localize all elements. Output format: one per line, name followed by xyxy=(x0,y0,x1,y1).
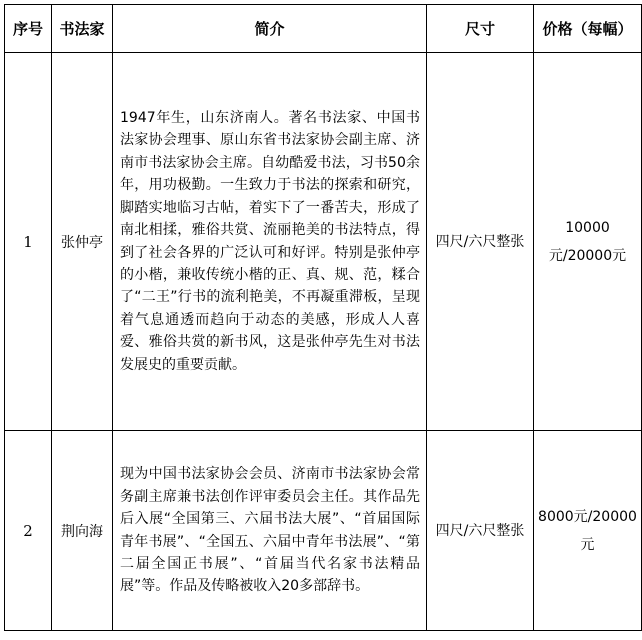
table-row xyxy=(5,431,642,631)
artist-name: 荆向海 xyxy=(52,431,113,631)
artwork-price: 10000元/20000元 xyxy=(534,53,642,431)
row-number: 2 xyxy=(5,431,52,631)
artwork-size: 四尺/六尺整张 xyxy=(427,431,534,631)
artist-name: 张仲亭 xyxy=(52,53,113,431)
artwork-price: 8000元/20000元 xyxy=(534,431,642,631)
artist-intro: 现为中国书法家协会会员、济南市书法家协会常务副主席兼书法创作评审委员会主任。其作品先后入展“全国第三、六届书法大展”、“首届国际青年书展”、“全国五、六届中青年书法展”、“第二届全国正书展”、“首届当代名家书法精品展”等。作品及传略被收入20多部辞书。 xyxy=(113,431,427,631)
row-number: 1 xyxy=(5,53,52,431)
header-size: 尺寸 xyxy=(427,5,534,53)
header-price: 价格（每幅） xyxy=(534,5,642,53)
artist-price-table xyxy=(4,4,642,631)
header-intro: 简介 xyxy=(113,5,427,53)
table-row xyxy=(5,53,642,431)
header-row xyxy=(5,5,642,53)
header-no: 序号 xyxy=(5,5,52,53)
header-name: 书法家 xyxy=(52,5,113,53)
artwork-size: 四尺/六尺整张 xyxy=(427,53,534,431)
artist-intro: 1947年生，山东济南人。著名书法家、中国书法家协会理事、原山东省书法家协会副主席、济南市书法家协会主席。自幼酷爱书法，习书50余年，用功极勤。一生致力于书法的探索和研究，脚踏实地临习古帖，着实下了一番苦夫，形成了南北相揉，雅俗共赏、流丽艳美的书法特点，得到了社会各界的广泛认可和好评。特别是张仲亭的小楷，兼收传统小楷的正、真、规、范，糅合了“二王”行书的流利艳美，不再凝重滞板，呈现着气息通透而趋向于动态的美感，形成人人喜爱、雅俗共赏的新书风，这是张仲亭先生对书法发展史的重要贡献。 xyxy=(113,53,427,431)
